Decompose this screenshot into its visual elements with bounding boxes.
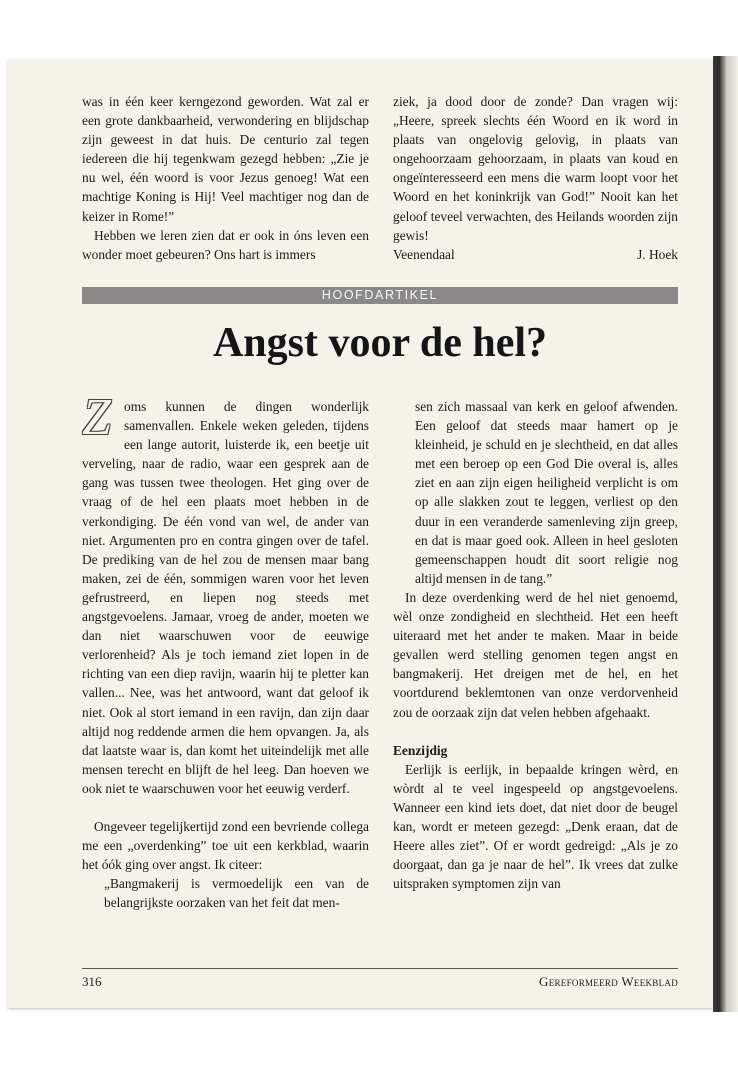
page-spine <box>713 56 738 1012</box>
article-paragraph-1-text: oms kunnen de dingen wonderlijk samenvallen. Enkele weken geleden, tijdens een lange autorit, luisterde ik, een beetje uit verveling, naar de radio, waar een gesprek aan de gang was tussen twee theologen. Het ging over de vraag of de hel een plaats moet hebben in de verkondiging. De één vond van wel, de ander van niet. Argumenten pro en contra gingen over de tafel. De prediking van de hel zou de mensen maar bang maken, zei de één, sommigen waren voor het leven gefrustreerd, en liepen nog steeds met angstgevoelens. Jamaar, vroeg de ander, moeten we dan niet waarschuwen voor de eeuwige verlorenheid? Als je toch iemand ziet lopen in de richting van een diep ravijn, waarin hij te pletter kan vallen... Nee, was het antwoord, want dat geloof ik niet. Ook al stort iemand in een ravijn, dan zijn daar altijd nog reddende armen die hem opvangen. Ja, als dat laatste waar is, dan komt het uiteindelijk met alle mensen terecht en blijft de hel leeg. Dan hoeven we ook niet te waarschuwen voor het eeuwig verderf. <box>82 399 369 796</box>
footer-rule <box>82 968 678 969</box>
magazine-name: Gereformeerd Weekblad <box>539 974 678 989</box>
previous-article-paragraph-3: ziek, ja dood door de zonde? Dan vragen wij: „Heere, spreek slechts één Woord en ik word in plaats van ongelovig gelovig, in plaats van ongehoorzaam gehoorzaam, in plaats van koud en ongeïnteresseerd een mens die warm loopt voor het Woord en het koninkrijk van God!” Nooit kan het geloof teveel verwachten, des Heilands woorden zijn gewis! <box>393 94 678 243</box>
drop-cap: Z <box>82 389 111 446</box>
article-paragraph-1 <box>82 389 369 798</box>
article-paragraph-4: Eerlijk is eerlijk, in bepaalde kringen wèrd, en wòrdt al te veel ingespeeld op angstgevoelens. Wanneer een kind iets doet, dat niet door de beugel kan, wordt er meteen gezegd: „Denk eraan, dat de Heere alles ziet”. Of er wordt gedreigd: „Als je zo doorgaat, dan ga je naar de hel”. Ik vrees dat zulke uitspraken symptomen zijn van <box>393 761 678 892</box>
article-quote-start: „Bangmakerij is vermoedelijk een van de belangrijkste oorzaken van het feit dat men- <box>104 876 369 911</box>
article-paragraph-2: Ongeveer tegelijkertijd zond een bevriende collega me een „overdenking” toe uit een kerkblad, waarin het óók ging over angst. Ik citeer: <box>82 818 369 873</box>
article-headline: Angst voor de hel? <box>212 320 548 366</box>
article-subheading: Eenzijdig <box>393 742 448 758</box>
article-right-column <box>393 397 678 893</box>
previous-article-left-column <box>82 92 369 264</box>
article-paragraph-3: In deze overdenking werd de hel niet genoemd, wèl onze zondigheid en slechtheid. Het een heeft uiteraard met het ander te maken. Maar in beide gevallen werd stelling genomen tegen angst en bangmakerij. Het dreigen met de hel, en het voortdurend beklemtonen van onze verdorvenheid zou de oorzaak zijn dat velen hebben afgehaakt. <box>393 589 678 720</box>
signoff-author: J. Hoek <box>637 246 678 262</box>
previous-article-signoff <box>393 245 678 264</box>
page-number: 316 <box>82 974 102 989</box>
previous-article-right-column <box>393 92 678 264</box>
signoff-place: Veenendaal <box>393 246 455 262</box>
section-label: HOOFDARTIKEL <box>82 287 678 304</box>
article-quote-end: sen zich massaal van kerk en geloof afwenden. Een geloof dat steeds maar hamert op je kleinheid, je schuld en je slechtheid, en dat alles met een beroep op een God Die overal is, alles ziet en aan zijn eigen heiligheid verplicht is om op alle slakken zout te leggen, verliest op den duur in een veranderde samenleving zijn greep, en dat is maar goed ook. Alleen in heel gesloten gemeenschappen houdt dit soort religie nog altijd mensen in de tang.” <box>415 399 678 586</box>
previous-article-paragraph-1: was in één keer kerngezond geworden. Wat zal er een grote dankbaarheid, verwondering en blijdschap zijn geweest in dat huis. De centurio zal tegen iedereen die hij tegenkwam gezegd hebben: „Zie je nu wel, één woord is voor Jezus genoeg! Wat een machtige Koning is Hij! Veel machtiger nog dan de keizer in Rome!” <box>82 94 369 224</box>
article-left-column <box>82 389 369 912</box>
previous-article-paragraph-2: Hebben we leren zien dat er ook in óns leven een wonder moet gebeuren? Ons hart is immers <box>82 227 369 262</box>
